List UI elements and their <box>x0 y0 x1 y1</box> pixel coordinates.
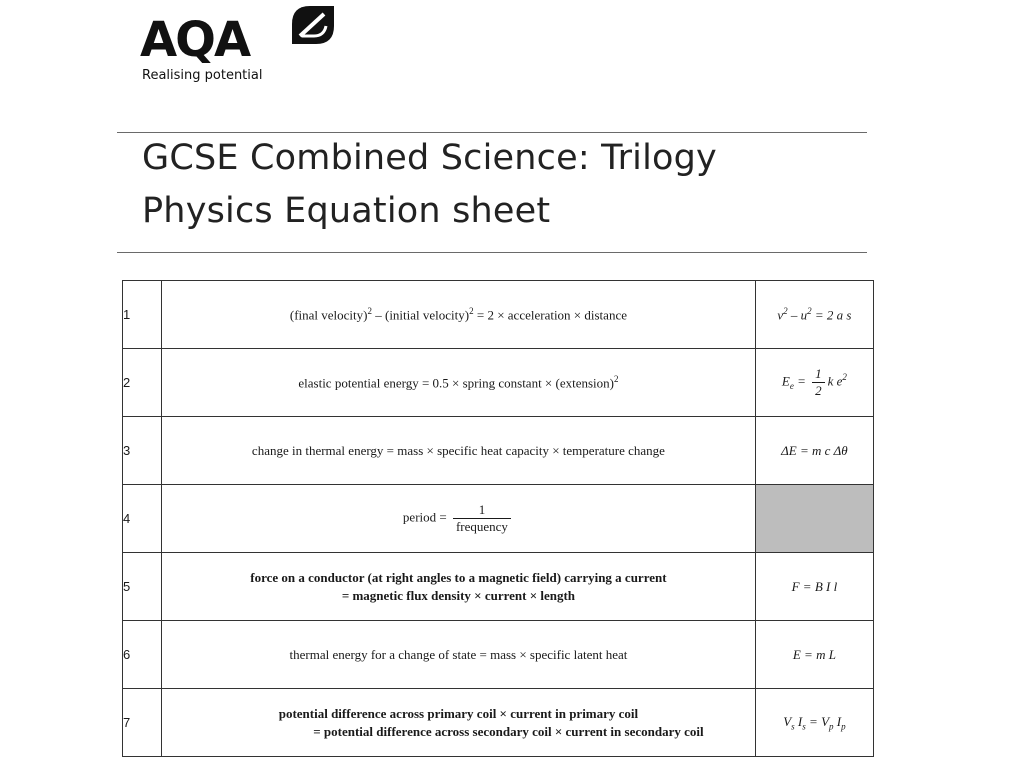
symbol-equation: $V_s$ $I_s = V_p$ $I_p$ <box>755 689 873 757</box>
word-equation: thermal energy for a change of state = mass × specific latent heat <box>162 621 756 689</box>
equation-number: 6 <box>123 621 162 689</box>
equation-number: 5 <box>123 553 162 621</box>
symbol-equation: $E_e$ = $\frac{1}{2}$ k $e^2$ <box>755 349 873 417</box>
logo-tagline: Realising potential <box>142 68 263 83</box>
word-equation: force on a conductor (at right angles to a magnetic field) carrying a current = magnetic flux density × current × length <box>162 553 756 621</box>
symbol-equation: F = B I l <box>755 553 873 621</box>
leaf-logo-icon <box>290 4 336 46</box>
table-row <box>123 281 874 349</box>
table-row <box>123 349 874 417</box>
symbol-equation: E = m L <box>755 621 873 689</box>
fraction: $\frac{1}{\text{frequency}}$ <box>453 502 511 535</box>
equation-number: 7 <box>123 689 162 757</box>
logo-wordmark: AQA <box>140 12 250 68</box>
table-row <box>123 485 874 553</box>
table-row <box>123 553 874 621</box>
word-equation: (final velocity)$^2$ – (initial velocity)$^2$ = 2 × acceleration × distance <box>162 281 756 349</box>
table-row <box>123 621 874 689</box>
symbol-equation: $v^2 - u^2 = 2$ a s <box>755 281 873 349</box>
symbol-equation: ΔE = m c Δθ <box>755 417 873 485</box>
equation-number: 4 <box>123 485 162 553</box>
word-equation: change in thermal energy = mass × specific heat capacity × temperature change <box>162 417 756 485</box>
equation-number: 1 <box>123 281 162 349</box>
word-equation: period = $\frac{1}{\text{frequency}}$ <box>162 485 756 553</box>
equation-number: 2 <box>123 349 162 417</box>
table-row <box>123 417 874 485</box>
aqa-logo <box>140 4 340 84</box>
equation-number: 3 <box>123 417 162 485</box>
table-row <box>123 689 874 757</box>
equation-table <box>122 280 874 757</box>
page-subtitle: Physics Equation sheet <box>142 191 551 231</box>
page-title: GCSE Combined Science: Trilogy <box>142 138 717 178</box>
symbol-equation-empty <box>755 485 873 553</box>
word-equation: potential difference across primary coil × current in primary coil = potential difference across secondary coil × current in secondary coil <box>162 689 756 757</box>
bottom-rule <box>117 252 867 253</box>
fraction: $\frac{1}{2}$ <box>812 366 825 399</box>
word-equation: elastic potential energy = 0.5 × spring constant × (extension)$^2$ <box>162 349 756 417</box>
top-rule <box>117 132 867 133</box>
